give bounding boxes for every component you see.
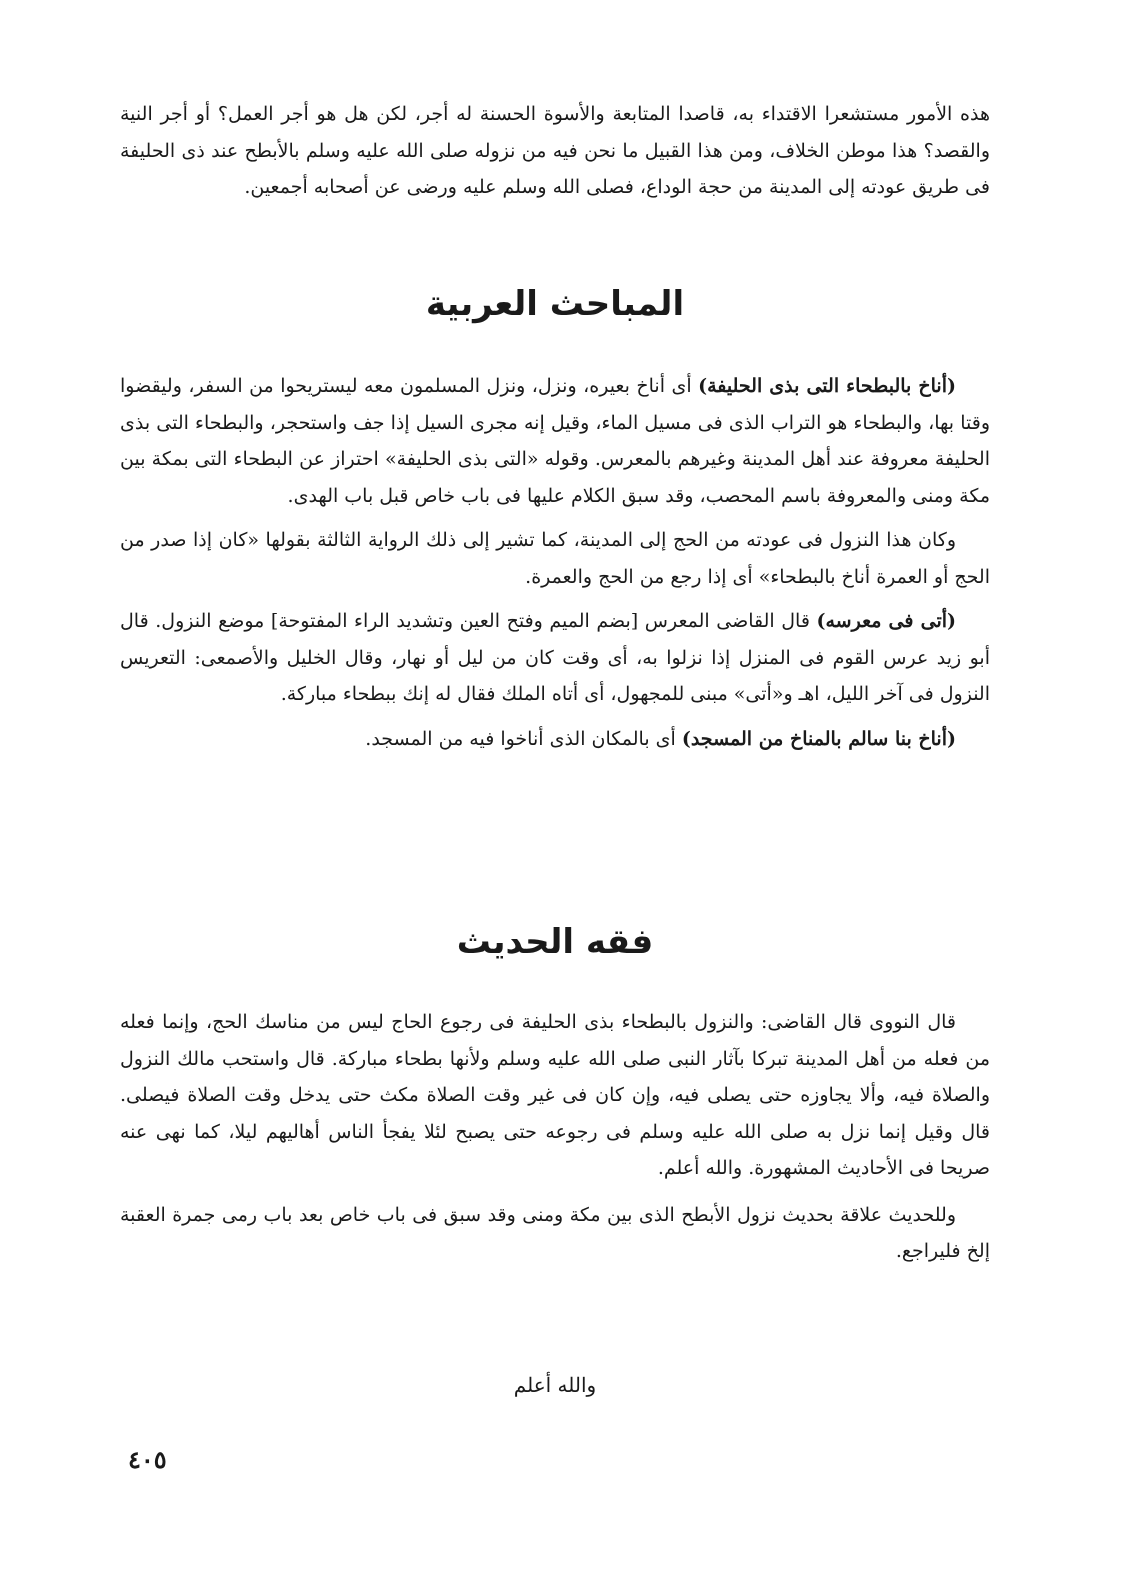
section-hadith-fiqh-body (120, 1004, 990, 1270)
paragraph-salim-text: أى بالمكان الذى أناخوا فيه من المسجد. (365, 727, 682, 750)
paragraph-relation: وللحديث علاقة بحديث نزول الأبطح الذى بين مكة ومنى وقد سبق فى باب خاص بعد باب رمى جمرة العقبة إلخ فليراجع. (120, 1203, 990, 1262)
closing-phrase: والله أعلم (513, 1373, 597, 1397)
term-anakha: (أناخ بالبطحاء التى بذى الحليفة) (698, 375, 956, 397)
intro-text: هذه الأمور مستشعرا الاقتداء به، قاصدا المتابعة والأسوة الحسنة له أجر، لكن هل هو أجر العمل؟ أو أجر النية والقصد؟ هذا موطن الخلاف، ومن هذا القبيل ما نحن فيه من نزوله صلى الله عليه وسلم بالأبطح عند ذى الحليفة فى طريق عودته إلى المدينة من حجة الوداع، فصلى الله وسلم عليه ورضى عن أصحابه أجمعين. (120, 103, 990, 198)
paragraph-anakha (120, 368, 990, 514)
section-arabic-topics-body (120, 368, 990, 757)
page-number: ٤٠٥ (128, 1445, 167, 1474)
intro-paragraph (120, 96, 990, 206)
paragraph-nawawi: قال النووى قال القاضى: والنزول بالبطحاء بذى الحليفة فى رجوع الحاج ليس من مناسك الحج، وإنما فعله من فعله من أهل المدينة تبركا بآثار النبى صلى الله عليه وسلم ولأنها بطحاء مباركة. قال واستحب مالك النزول والصلاة فيه، وألا يجاوزه حتى يصلى فيه، وإن كان فى غير وقت الصلاة مكث حتى يدخل وقت الصلاة فيصلى. قال وقيل إنما نزل به صلى الله عليه وسلم فى رجوعه حتى يصبح لئلا يفجأ الناس أهاليهم ليلا، كما نهى عنه صريحا فى الأحاديث المشهورة. والله أعلم. (120, 1011, 990, 1179)
paragraph-muarras (120, 603, 990, 713)
section-heading-arabic-topics: المباحث العربية (425, 284, 685, 324)
paragraph-anakha-text: أى أناخ بعيره، ونزل، ونزل المسلمون معه ليستريحوا من السفر، وليقضوا وقتا بها، والبطحاء هو التراب الذى فى مسيل الماء، وقيل إنه مجرى السيل إذا جف واستحجر، والبطحاء التى بذى الحليفة معروفة عند أهل المدينة وغيرهم بالمعرس. وقوله «التى بذى الحليفة» احتراز عن البطحاء التى بمكة بين مكة ومنى والمعروفة باسم المحصب، وقد سبق الكلام عليها فى باب خاص قبل باب الهدى. (120, 375, 990, 507)
paragraph-salim (120, 721, 990, 758)
paragraph-muarras-text: قال القاضى المعرس [بضم الميم وفتح العين وتشديد الراء المفتوحة] موضع النزول. قال أبو زيد عرس القوم فى المنزل إذا نزلوا به، أى وقت كان من ليل أو نهار، وقال الخليل والأصمعى: التعريس النزول فى آخر الليل، اهـ و«أتى» مبنى للمجهول، أى أتاه الملك فقال له إنك ببطحاء مباركة. (120, 610, 990, 705)
paragraph-return: وكان هذا النزول فى عودته من الحج إلى المدينة، كما تشير إلى ذلك الرواية الثالثة بقولها «كان إذا صدر من الحج أو العمرة أناخ بالبطحاء» أى إذا رجع من الحج والعمرة. (120, 529, 990, 588)
term-salim: (أناخ بنا سالم بالمناخ من المسجد) (681, 727, 956, 750)
section-heading-hadith-fiqh: فقه الحديث (456, 922, 654, 962)
term-muarras: (أتى فى معرسه) (816, 610, 956, 632)
